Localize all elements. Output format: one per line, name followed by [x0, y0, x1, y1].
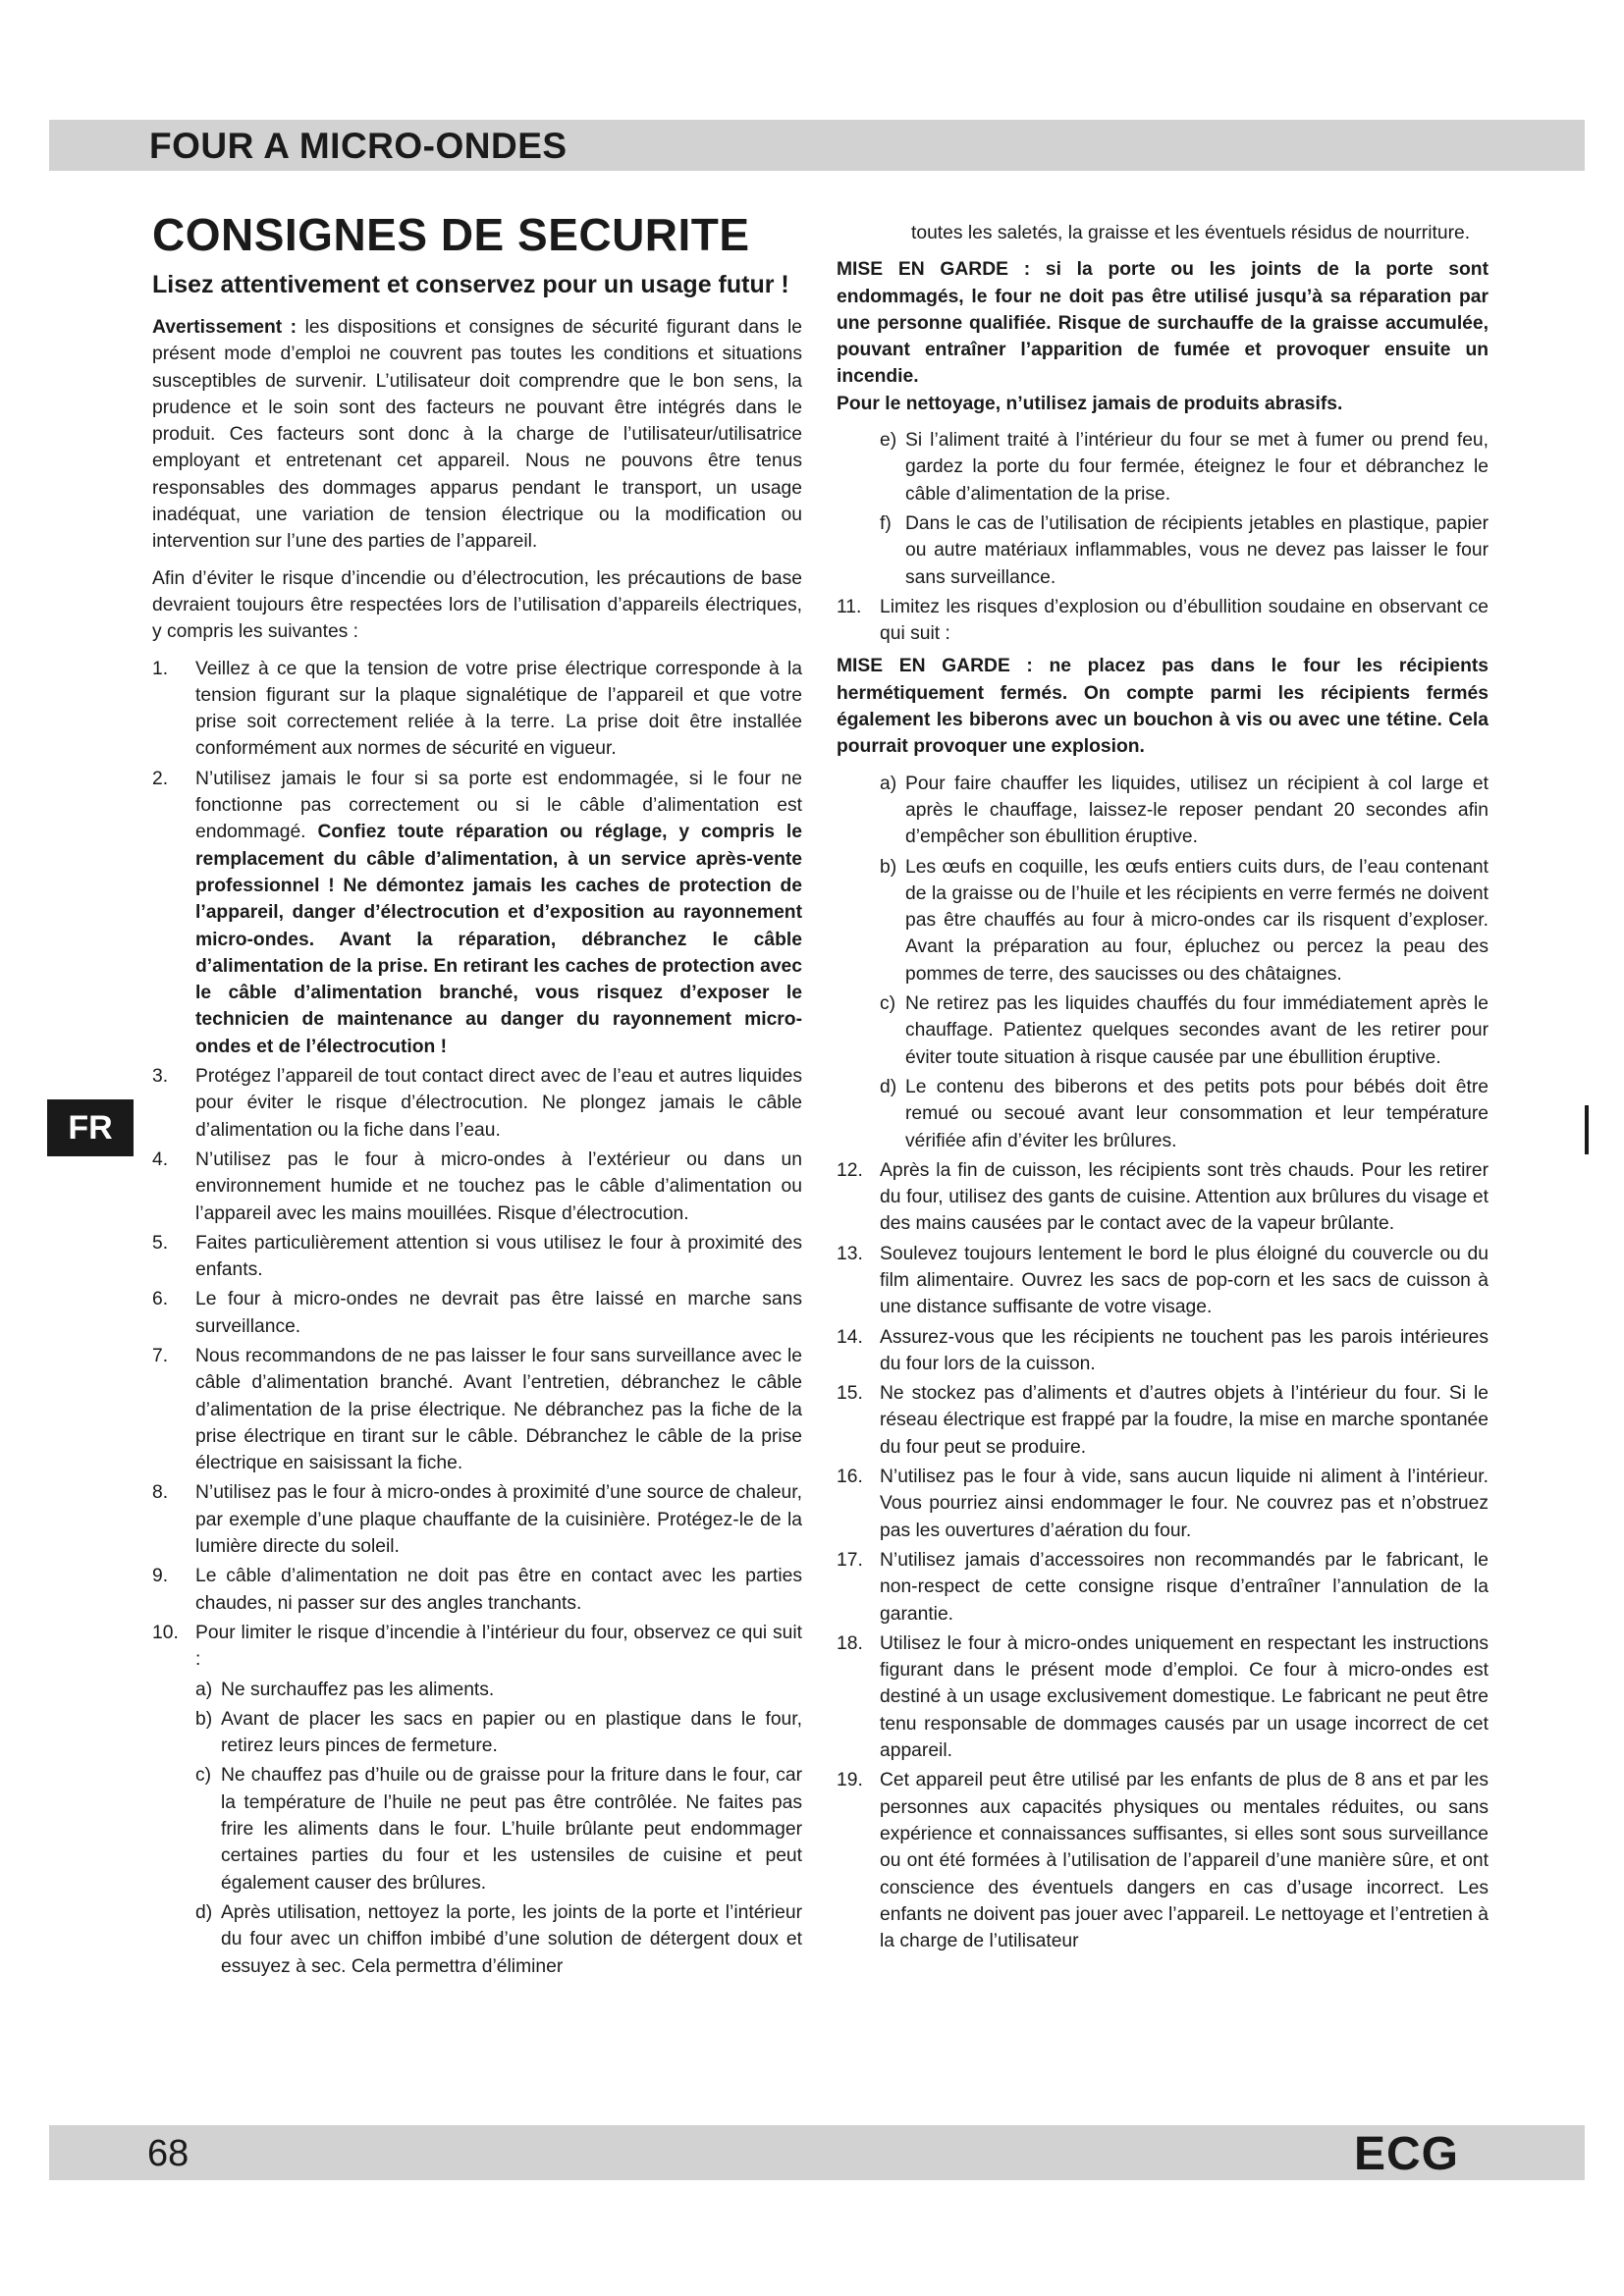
item-11	[837, 594, 1489, 648]
item-number: 16.	[837, 1467, 863, 1488]
item-text: Cet appareil peut être utilisé par les enfants de plus de 8 ans et par les personnes aux capacités physiques ou mentales réduites, ou sans expérience et connaissances suffisantes, si elles sont sous surveillance ou ont été formées à l’utilisation de l’appareil d’une manière sûre, et ont conscience des éventuels dangers en cas d’usage incorrect. Les enfants ne doivent pas jouer avec l’appareil. Le nettoyage et l’entretien à la charge de l’utilisateur	[880, 1770, 1489, 1952]
item-number: 14.	[837, 1326, 863, 1348]
left-column	[152, 208, 802, 1983]
item-number: 18.	[837, 1632, 863, 1654]
item-number: 17.	[837, 1549, 863, 1571]
sub-text: Ne chauffez pas d’huile ou de graisse pour la friture dans le four, car la température de l’huile ne peut pas être contrôlée. Ne faites pas frire les aliments dans le four. L’huile brûlante peut endommager certaines parties du four et les ustensiles de cuisine et peut également causer des brûlures.	[221, 1765, 802, 1894]
item-number: 9.	[152, 1566, 169, 1587]
list-item	[837, 1464, 1489, 1544]
item-text: Limitez les risques d’explosion ou d’ébullition soudaine en observant ce qui suit :	[880, 596, 1489, 645]
list-item	[837, 1630, 1489, 1764]
sub-list-11	[837, 771, 1489, 1154]
sub-text: Pour faire chauffer les liquides, utilisez un récipient à col large et après le chauffage, laissez-le reposer pendant 20 secondes afin d’empêcher son ébullition éruptive.	[905, 773, 1489, 848]
sub-item	[837, 990, 1489, 1071]
list-item	[837, 594, 1489, 648]
item-text: N’utilisez pas le four à vide, sans aucun liquide ni aliment à l’intérieur. Vous pourriez ainsi endommager le four. Ne couvrez pas et n’obstruez pas les ouvertures d’aération du four.	[880, 1467, 1489, 1541]
item-number: 12.	[837, 1159, 863, 1181]
sub-item	[152, 1677, 802, 1703]
caution-text: si la porte ou les joints de la porte sont endommagés, le four ne doit pas être utilisé jusqu’à sa réparation par une personne qualifiée. Risque de surchauffe de la graisse accumulée, pouvant entraîner l’apparition de fumée et provoquer ensuite un incendie.	[837, 259, 1489, 388]
sub-list-10	[152, 1677, 802, 1980]
sub-letter: c)	[195, 1765, 212, 1787]
list-item	[152, 1479, 802, 1560]
list-item	[152, 1563, 802, 1617]
item-text: Pour limiter le risque d’incendie à l’intérieur du four, observez ce qui suit :	[195, 1622, 802, 1671]
sub-item	[837, 854, 1489, 988]
sub-item	[152, 1899, 802, 1980]
item-text: N’utilisez pas le four à micro-ondes à l’extérieur ou dans un environnement humide et ne touchez pas le câble d’alimentation ou l’appareil avec les mains mouillées. Risque d’électrocution.	[195, 1148, 802, 1224]
caution-lead: MISE EN GARDE :	[837, 259, 1031, 281]
language-badge: FR	[47, 1099, 134, 1156]
caution-block-1	[837, 256, 1489, 417]
list-item	[152, 1147, 802, 1227]
item-number: 19.	[837, 1770, 863, 1791]
sub-text: Le contenu des biberons et des petits pots pour bébés doit être remué ou secoué avant leur consommation et leur température vérifiée afin d’éviter les brûlures.	[905, 1076, 1489, 1151]
item-text: Soulevez toujours lentement le bord le plus éloigné du couvercle ou du film alimentaire. Ouvrez les sacs de pop-corn et les sacs de cuisson à une distance suffisante de votre visage.	[880, 1243, 1489, 1318]
list-item	[837, 1157, 1489, 1238]
list-item	[152, 1063, 802, 1144]
item-text: Après la fin de cuisson, les récipients sont très chauds. Pour les retirer du four, utilisez des gants de cuisine. Attention aux brûlures du visage et des mains causées par le contact avec de la vapeur brûlante.	[880, 1159, 1489, 1235]
sub-item	[152, 1706, 802, 1760]
list-item	[152, 1230, 802, 1284]
item-number: 6.	[152, 1289, 169, 1310]
item-number: 5.	[152, 1232, 169, 1254]
brand-logo: ECG	[1353, 2128, 1459, 2180]
right-column	[837, 220, 1489, 1957]
item-number: 13.	[837, 1243, 863, 1264]
sub-text: Si l’aliment traité à l’intérieur du four se met à fumer ou prend feu, gardez la porte du four fermée, éteignez le four et débranchez le câble d’alimentation de la prise.	[905, 430, 1489, 505]
warning-paragraph	[152, 314, 802, 556]
item-text: Assurez-vous que les récipients ne touchent pas les parois intérieures du four lors de la cuisson.	[880, 1326, 1489, 1374]
item-text: Ne stockez pas d’aliments et d’autres objets à l’intérieur du four. Si le réseau électrique est frappé par la foudre, la mise en marche spontanée du four peut se produire.	[880, 1383, 1489, 1458]
margin-marker	[1585, 1105, 1589, 1154]
item-number: 3.	[152, 1066, 169, 1088]
list-item	[152, 656, 802, 763]
sub-letter: d)	[195, 1901, 213, 1923]
item-number: 4.	[152, 1148, 169, 1170]
item-number: 7.	[152, 1345, 169, 1366]
item-number: 11.	[837, 596, 862, 617]
header-bar	[49, 120, 1585, 171]
item-text: Le four à micro-ondes ne devrait pas être laissé en marche sans surveillance.	[195, 1289, 802, 1337]
item-text: N’utilisez pas le four à micro-ondes à proximité d’une source de chaleur, par exemple d’une plaque chauffante de la cuisinière. Protégez-le de la lumière directe du soleil.	[195, 1482, 802, 1558]
sub-text: Ne retirez pas les liquides chauffés du four immédiatement après le chauffage. Patientez quelques secondes avant de les retirer pour éviter toute situation à risque causée par une ébullition éruptive.	[905, 993, 1489, 1068]
sub-letter: e)	[880, 430, 897, 452]
warning-text: les dispositions et consignes de sécurité figurant dans le présent mode d’emploi ne couvrent pas toutes les conditions et situations susceptibles de survenir. L’utilisateur doit comprendre que le bon sens, la prudence et le soin sont des facteurs ne pouvant être intégrés dans le produit. Ces facteurs sont donc à la charge de l’utilisateur/utilisatrice employant et entretenant cet appareil. Nous ne pouvons être tenus responsables des dommages apparus pendant le transport, un usage inadéquat, une variation de tension électrique ou la modification ou intervention sur l’une des parties de l’appareil.	[152, 317, 803, 553]
sub-item	[152, 1762, 802, 1896]
safety-list-left	[152, 656, 802, 1674]
list-item	[152, 1286, 802, 1340]
item-text: N’utilisez jamais d’accessoires non recommandés par le fabricant, le non-respect de cette consigne risque d’entraîner l’annulation de la garantie.	[880, 1549, 1489, 1625]
sub-text: Ne surchauffez pas les aliments.	[221, 1679, 495, 1700]
item-number: 8.	[152, 1482, 169, 1504]
sub-letter: d)	[880, 1076, 897, 1097]
list-item	[837, 1547, 1489, 1628]
sub-item	[837, 771, 1489, 851]
item-text: Nous recommandons de ne pas laisser le four sans surveillance avec le câble d’alimentation branché. Avant l’entretien, débranchez le câble d’alimentation de la prise électrique. Ne débranchez pas la fiche de la prise électrique en tirant sur le câble. Débranchez le câble de la prise électrique en saisissant la fiche.	[195, 1345, 802, 1474]
footer-bar	[49, 2125, 1585, 2180]
list-item	[152, 1620, 802, 1674]
list-item	[837, 1324, 1489, 1378]
intro-paragraph: Afin d’éviter le risque d’incendie ou d’électrocution, les précautions de base devraient toujours être respectées lors de l’utilisation d’appareils électriques, y compris les suivantes :	[152, 567, 802, 643]
sub-letter: f)	[880, 512, 892, 534]
caution-text: ne placez pas dans le four les récipients hermétiquement fermés. On compte parmi les récipients fermés également les biberons avec un bouchon à vis ou avec une tétine. Cela pourrait provoquer une explosion.	[837, 656, 1489, 758]
item-number: 2.	[152, 768, 169, 789]
item-text: Le câble d’alimentation ne doit pas être en contact avec les parties chaudes, ni passer sur des angles tranchants.	[195, 1566, 802, 1614]
caution-block-2	[837, 653, 1489, 760]
page-subtitle: Lisez attentivement et conservez pour un usage futur !	[152, 271, 789, 298]
item-text: N’utilisez jamais le four si sa porte est endommagée, si le four ne fonctionne pas correctement ou si le câble d’alimentation est endommagé.	[195, 768, 802, 843]
item-number: 1.	[152, 658, 169, 679]
item-number: 10.	[152, 1622, 179, 1643]
sub-letter: b)	[880, 856, 897, 878]
sub-text: Dans le cas de l’utilisation de récipients jetables en plastique, papier ou autre matériaux inflammables, vous ne devez pas laisser le four sans surveillance.	[905, 512, 1489, 588]
item-bold-text: Confiez toute réparation ou réglage, y compris le remplacement du câble d’alimentation, à un service après-vente professionnel ! Ne démontez jamais les caches de protection de l’appareil, danger d’électrocution et d’exposition au rayonnement micro-ondes. Avant la réparation, débranchez le câble d’alimentation de la prise. En retirant les caches de protection avec le câble d’alimentation branché, vous risquez d’exposer le technicien de maintenance au danger du rayonnement micro-ondes et de l’électrocution !	[195, 822, 802, 1057]
sub-text: Après utilisation, nettoyez la porte, les joints de la porte et l’intérieur du four avec un chiffon imbibé d’une solution de détergent doux et essuyez à sec. Cela permettra d’éliminer	[221, 1901, 802, 1977]
warning-lead: Avertissement :	[152, 317, 298, 338]
item-number: 15.	[837, 1383, 863, 1405]
sub-item	[837, 1074, 1489, 1154]
list-item	[837, 1241, 1489, 1321]
sub-list-10-cont	[837, 427, 1489, 591]
sub-text: Avant de placer les sacs en papier ou en plastique dans le four, retirez leurs pinces de fermeture.	[221, 1708, 802, 1757]
sub-letter: c)	[880, 993, 896, 1015]
page-title: CONSIGNES DE SECURITE	[152, 209, 750, 260]
list-item	[837, 1380, 1489, 1461]
caution-cleaning: Pour le nettoyage, n’utilisez jamais de produits abrasifs.	[837, 393, 1343, 414]
item-text: Veillez à ce que la tension de votre prise électrique corresponde à la tension figurant sur la plaque signalétique de l’appareil et que votre prise soit correctement reliée à la terre. La prise doit être installée conformément aux normes de sécurité en vigueur.	[195, 658, 802, 760]
item-text: Protégez l’appareil de tout contact direct avec de l’eau et autres liquides pour éviter le risque d’électrocution. Ne plongez jamais le câble d’alimentation ou la fiche dans l’eau.	[195, 1066, 802, 1141]
sub-item	[837, 427, 1489, 507]
list-item	[837, 1767, 1489, 1954]
sub-text: Les œufs en coquille, les œufs entiers cuits durs, de l’eau contenant de la graisse ou de l’huile et les récipients en verre fermés ne doivent pas être chauffés au four à micro-ondes car ils risquent d’exploser. Avant la préparation au four, épluchez ou percez la peau des pommes de terre, des saucisses ou des châtaignes.	[905, 856, 1489, 985]
sub-letter: b)	[195, 1708, 213, 1730]
safety-list-right	[837, 1157, 1489, 1955]
continued-text: toutes les saletés, la graisse et les éventuels résidus de nourriture.	[911, 223, 1471, 243]
item-text: Utilisez le four à micro-ondes uniquement en respectant les instructions figurant dans le présent mode d’emploi. Ce four à micro-ondes est destiné à un usage exclusivement domestique. Le fabricant ne peut être tenu responsable de dommages causés par un usage incorrect de cet appareil.	[880, 1632, 1489, 1762]
caution-lead: MISE EN GARDE :	[837, 656, 1033, 677]
sub-item	[837, 510, 1489, 591]
header-title: FOUR A MICRO-ONDES	[149, 126, 568, 166]
sub-letter: a)	[195, 1679, 213, 1700]
page-number: 68	[147, 2133, 189, 2174]
item-text: Faites particulièrement attention si vous utilisez le four à proximité des enfants.	[195, 1232, 802, 1281]
sub-letter: a)	[880, 773, 897, 794]
list-item	[152, 766, 802, 1060]
list-item	[152, 1343, 802, 1476]
